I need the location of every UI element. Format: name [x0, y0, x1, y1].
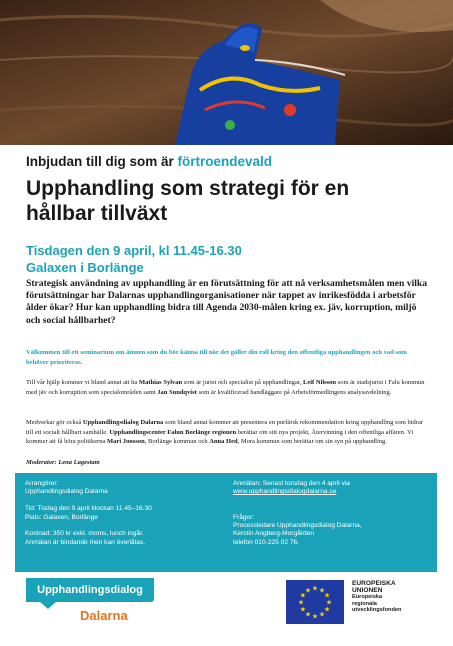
participant-name: Upphandlingsdialog Dalarna: [82, 419, 164, 426]
logo-speech-tab: [40, 602, 56, 609]
eu-line-1: EUROPEISKA: [352, 580, 396, 587]
upphandlingsdialog-logo: [26, 578, 154, 630]
eu-star-icon: ★: [318, 611, 326, 619]
organizer-label: Arrangörer:: [25, 480, 59, 487]
text-segment: , Mora kommun som berättar om sin syn på upphandling.: [237, 438, 387, 446]
eu-star-icon: ★: [297, 599, 305, 607]
eu-star-icon: ★: [311, 585, 319, 593]
event-details: [26, 242, 242, 276]
eu-line-3: Europeiska: [352, 594, 383, 601]
eu-star-icon: ★: [304, 611, 312, 619]
speaker-name: Leif Nilsson: [303, 379, 337, 386]
questions-label: Frågor:: [233, 513, 255, 521]
hero-image-dalecarlian-horse: [0, 0, 453, 145]
eu-line-4: regionala: [352, 600, 377, 607]
text-segment: Till vår hjälp kommer vi bland annat att ha: [26, 379, 139, 386]
time-text: Tid: Tisdag den 9 april klockan 11.45–16.30: [25, 505, 152, 513]
text-segment: som bland annat kommer att presentera en purfärsk rekommendation kring upphandling som bidrar till ett socialt hållbart samhälle.: [26, 419, 423, 436]
text-segment: som är jurist och specialist på upphandlingar,: [182, 379, 303, 386]
eu-star-icon: ★: [323, 592, 331, 600]
invitation-lead: Inbjudan till dig som är: [26, 154, 178, 169]
text-segment: , Borlänge kommun och: [144, 438, 210, 446]
participant-name: Mari Jonsson: [107, 438, 145, 446]
logo-bottom-text: Dalarna: [80, 608, 128, 623]
participant-name: Upphandlingscenter Falun Borlänge regionen: [109, 428, 237, 436]
page-title: [26, 176, 436, 226]
contact-name: Kerstin Angberg-Morgården: [233, 530, 315, 538]
speaker-name: Jan Sundqvist: [157, 388, 197, 396]
signup-link[interactable]: www.upphandlingsdialogdalarna.se: [233, 488, 337, 496]
invitation-highlight: förtroendevald: [177, 154, 273, 169]
logo-top-text: Upphandlingsdialog: [26, 578, 154, 602]
invitation-line: [26, 154, 272, 169]
eu-line-2: UNIONEN: [352, 586, 383, 594]
info-right-column: [233, 480, 433, 547]
text-segment: Medverkar gör också: [26, 419, 83, 426]
eu-star-icon: ★: [299, 592, 307, 600]
moderator-line: Moderator: Lena Lagestam: [26, 459, 100, 466]
signup-text: Anmälan: Senast torsdag den 4 april via: [233, 480, 350, 487]
text-segment: som är kvalificerad handläggare på Arbetsförmedlingens analysavdelning.: [196, 388, 392, 396]
eu-star-icon: ★: [299, 606, 307, 614]
event-date: Tisdagen den 9 april, kl 11.45-16.30: [26, 243, 242, 258]
eu-line-5: utvecklingsfonden: [352, 607, 402, 614]
welcome-paragraph: Välkommen till ett seminarium om ämnen som du bör känna till när det gäller din roll kring den offentliga upphandlingen och vad som behöver prioriteras.: [26, 349, 407, 366]
binding-text: Anmälan är bindande men kan överlåtas.: [25, 538, 146, 546]
eu-star-icon: ★: [325, 599, 333, 607]
cost-text: Kostnad: 350 kr exkl. moms, lunch ingår.: [25, 530, 144, 538]
text-segment: som är stadsjurist i Falu kommun med jäv och korruption som specialområden samt: [26, 379, 425, 396]
title-line-1: Upphandling som strategi för en: [26, 177, 350, 200]
info-box: [15, 473, 437, 572]
place-text: Plats: Galaxen, Borlänge: [25, 513, 98, 521]
title-line-2: hållbar tillväxt: [26, 202, 168, 225]
eu-flag-icon: [286, 580, 344, 624]
info-left-column: [25, 480, 215, 547]
contact-phone: telefon 010-225 02 76.: [233, 538, 299, 546]
eu-star-icon: ★: [304, 587, 312, 595]
participant-name: Anna Hed: [209, 438, 238, 446]
eu-logo-text: [352, 581, 401, 614]
contact-role: Processledare Upphandlingsdialog Dalarna,: [233, 522, 362, 529]
text-segment: berättar om sitt nya projekt, Återvinning i den offentliga affären. Vi kommer att få höra politikerna: [26, 428, 414, 446]
event-place: Galaxen i Borlänge: [26, 260, 144, 275]
eu-star-icon: ★: [311, 613, 319, 621]
speaker-name: Mathias Sylvan: [138, 379, 183, 386]
lead-paragraph: Strategisk användning av upphandling är en förutsättning för att nå verksamhetsmålen men vilka förutsättningar har Dalarnas upphandlingorganisationer när tappet av inrikesfödda i arbetsför ålder ökar? Hur kan upphandling bidra till Agenda 2030-målen kring ex. jäv, korruption, miljö och social hållbarhet?: [26, 278, 428, 326]
speakers-paragraph: [26, 378, 431, 397]
eu-star-icon: ★: [323, 606, 331, 614]
eu-logo: [286, 580, 421, 626]
organizer-value: Upphandlingsdialog Dalarna: [25, 488, 108, 496]
eu-star-icon: ★: [318, 587, 326, 595]
participants-paragraph: [26, 418, 431, 447]
